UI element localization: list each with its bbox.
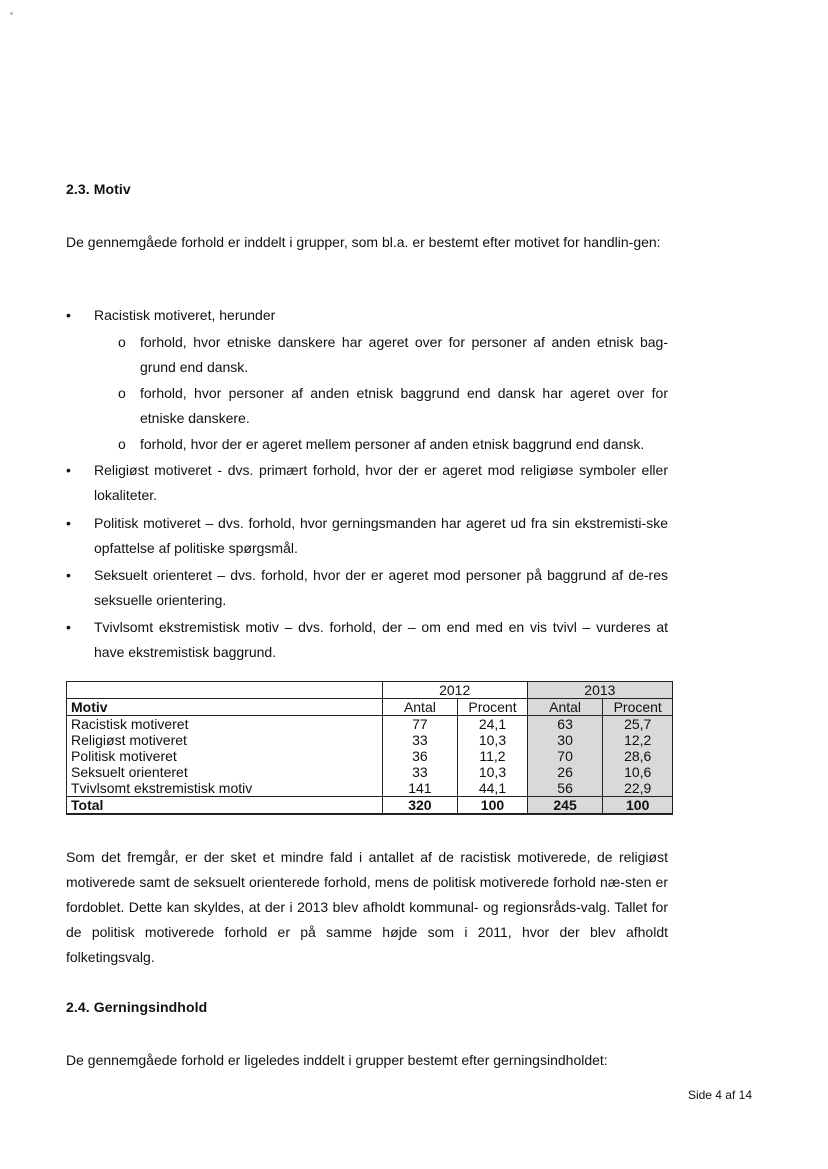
table-column-header-row [67,699,673,716]
bullet-symbol: • [66,567,71,583]
row-label: Tvivlsomt ekstremistisk motiv [67,780,383,797]
gerningsindhold-intro: De gennemgåede forhold er ligeledes inddelt i grupper bestemt efter gerningsindholdet: [66,1052,608,1068]
bullet-text: Racistisk motiveret, herunder [94,307,276,323]
antal-2013-cell: 70 [527,748,603,764]
sub-bullet-text: forhold, hvor der er ageret mellem personer af anden etnisk baggrund end dansk. [140,436,645,452]
bullet-item-tvivlsomt [66,615,668,665]
total-procent-2012: 100 [458,797,528,815]
antal-2012-cell: 36 [382,748,458,764]
motiv-column-header: Motiv [67,699,383,716]
procent-2012-cell: 10,3 [458,764,528,780]
antal-2013-cell: 30 [527,732,603,748]
bullet-text: Tvivlsomt ekstremistisk motiv – dvs. forhold, der – om end med en vis tvivl – vurderes at have ekstremistisk baggrund. [94,619,668,660]
bullet-item-seksuelt [66,563,668,613]
antal-2012-cell: 33 [382,764,458,780]
year-2013-header: 2013 [527,682,672,699]
table-row [67,716,673,733]
sub-bullet-item [118,330,668,380]
table-year-row [67,682,673,699]
antal-2012-cell: 33 [382,732,458,748]
table-row [67,748,673,764]
procent-2013-cell: 22,9 [603,780,673,797]
scan-speck [10,12,13,15]
bullet-item-politisk [66,511,668,561]
total-antal-2013: 245 [527,797,603,815]
table-row [67,732,673,748]
sub-bullet-item [118,381,668,431]
antal-2012-header: Antal [382,699,458,716]
procent-2012-header: Procent [458,699,528,716]
procent-2012-cell: 44,1 [458,780,528,797]
intro-paragraph: De gennemgåede forhold er inddelt i grupper, som bl.a. er bestemt efter motivet for handlin-gen: [66,234,661,250]
bullet-item-racistisk [66,303,668,328]
page-number: Side 4 af 14 [687,1088,752,1102]
row-label: Politisk motiveret [67,748,383,764]
procent-2013-cell: 28,6 [603,748,673,764]
row-label: Religiøst motiveret [67,732,383,748]
bullet-symbol: • [66,307,71,323]
procent-2013-header: Procent [603,699,673,716]
sub-bullet-symbol: o [118,334,126,350]
sub-bullet-text: forhold, hvor etniske danskere har ageret over for personer af anden etnisk bag-grund end dansk. [140,334,668,375]
bullet-item-religioest [66,458,668,508]
antal-2013-cell: 63 [527,716,603,733]
sub-bullet-symbol: o [118,436,126,452]
antal-2013-cell: 56 [527,780,603,797]
empty-header-cell [67,682,383,699]
bullet-text: Seksuelt orienteret – dvs. forhold, hvor der er ageret mod personer på baggrund af de-res seksuelle orientering. [94,567,668,608]
antal-2013-header: Antal [527,699,603,716]
procent-2013-cell: 10,6 [603,764,673,780]
antal-2012-cell: 141 [382,780,458,797]
conclusion-paragraph: Som det fremgår, er der sket et mindre fald i antallet af de racistisk motiverede, de religiøst motiverede samt de seksuelt orienterede forhold, mens de politisk motiverede forhold næ-sten er fordoblet. Dette kan skyldes, at der i 2013 blev afholdt kommunal- og regionsråds-valg. Tallet for de politisk motiverede forhold er på samme højde som i 2011, hvor der blev afholdt folketingsvalg. [66,849,668,965]
sub-bullet-item [118,432,668,457]
total-antal-2012: 320 [382,797,458,815]
table-total-row [67,797,673,815]
section-heading-motiv: 2.3. Motiv [66,181,131,197]
section-heading-gerningsindhold: 2.4. Gerningsindhold [66,999,208,1015]
row-label: Seksuelt orienteret [67,764,383,780]
bullet-text: Religiøst motiveret - dvs. primært forhold, hvor der er ageret mod religiøse symboler eller lokaliteter. [94,462,668,503]
bullet-symbol: • [66,462,71,478]
total-label: Total [67,797,383,815]
sub-bullet-text: forhold, hvor personer af anden etnisk baggrund end dansk har ageret over for etniske danskere. [140,385,668,426]
procent-2012-cell: 11,2 [458,748,528,764]
row-label: Racistisk motiveret [67,716,383,733]
sub-bullet-symbol: o [118,385,126,401]
procent-2013-cell: 25,7 [603,716,673,733]
year-2012-header: 2012 [382,682,527,699]
antal-2012-cell: 77 [382,716,458,733]
procent-2013-cell: 12,2 [603,732,673,748]
bullet-symbol: • [66,619,71,635]
antal-2013-cell: 26 [527,764,603,780]
table-row [67,780,673,797]
procent-2012-cell: 10,3 [458,732,528,748]
procent-2012-cell: 24,1 [458,716,528,733]
bullet-symbol: • [66,515,71,531]
table-row [67,764,673,780]
bullet-text: Politisk motiveret – dvs. forhold, hvor gerningsmanden har ageret ud fra sin ekstremisti-ske opfattelse af politiske spørgsmål. [94,515,668,556]
total-procent-2013: 100 [603,797,673,815]
motiv-table [66,681,673,815]
